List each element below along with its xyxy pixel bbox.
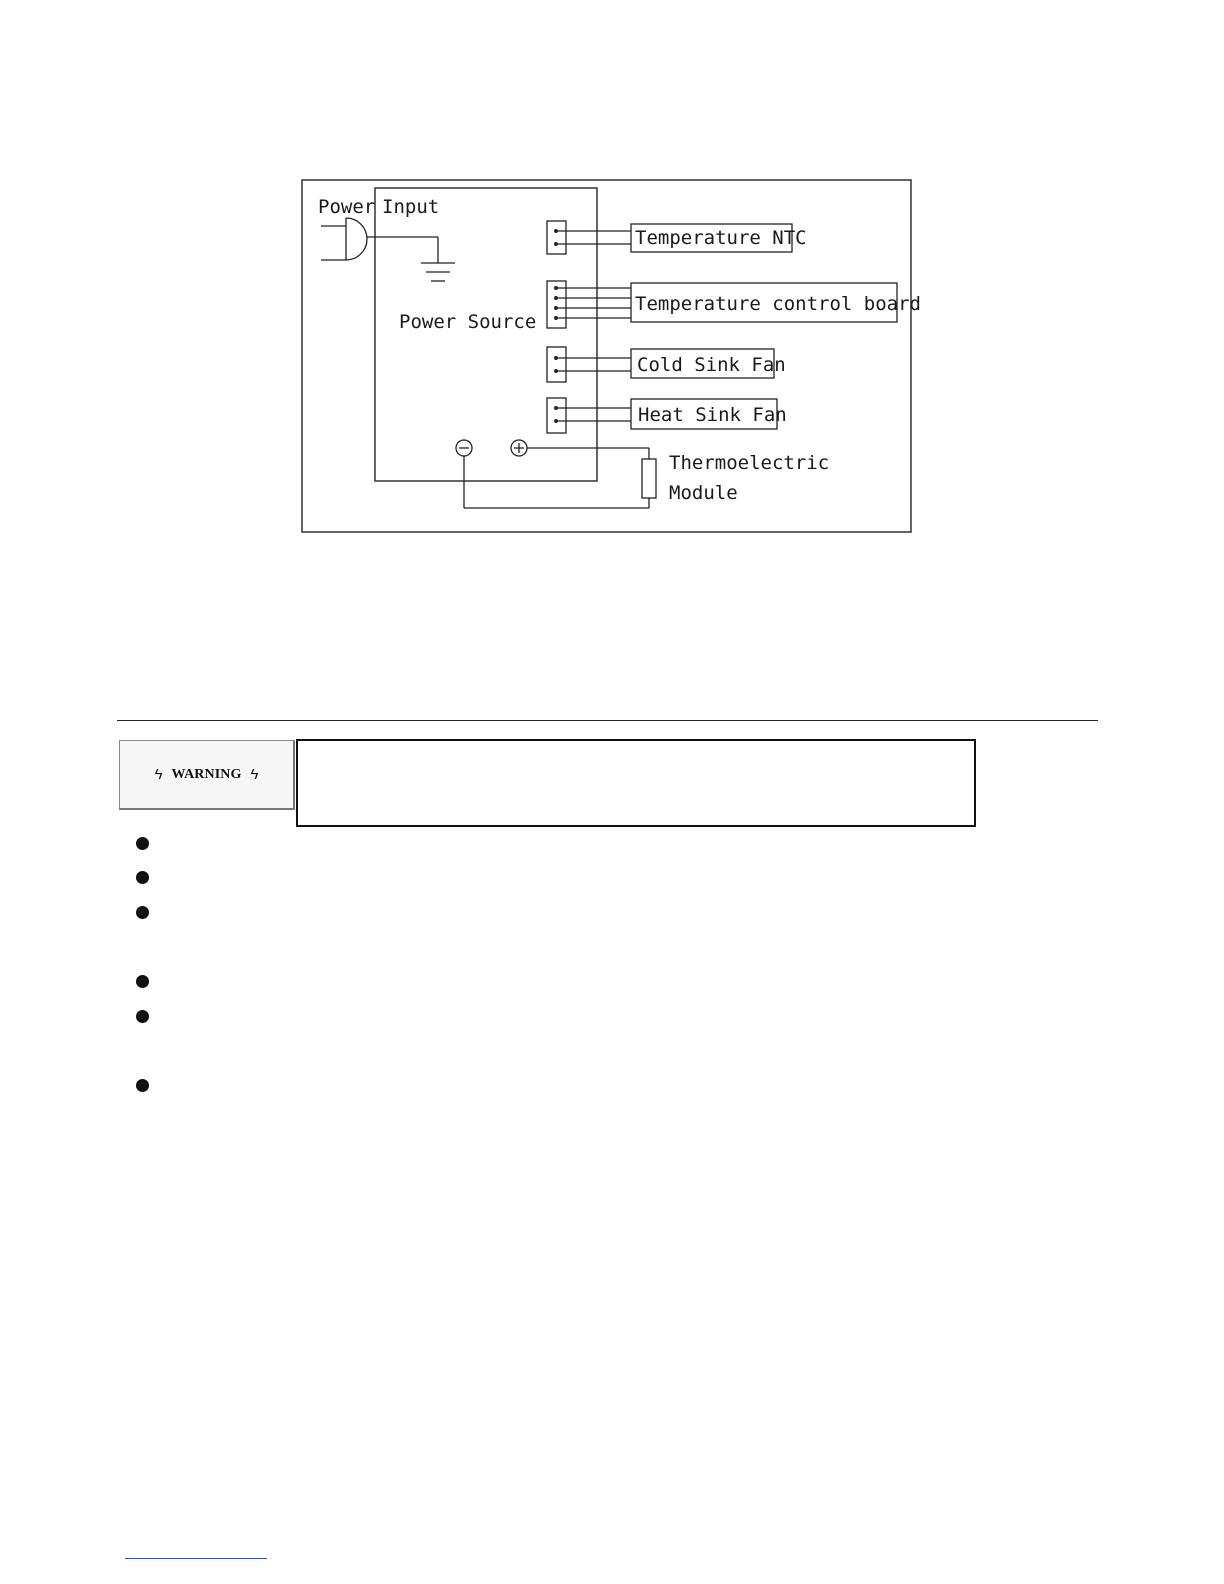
footnote-separator (125, 1558, 267, 1559)
temperature-ntc-label: Temperature NTC (635, 227, 807, 249)
module-label: Module (669, 482, 738, 504)
input-label: Input (382, 196, 440, 218)
heat-sink-fan-label: Heat Sink Fan (638, 404, 787, 426)
warning-label: WARNING (171, 766, 242, 782)
thermoelectric-label: Thermoelectric (669, 452, 830, 474)
ground-icon (421, 237, 455, 281)
power-plug-icon (321, 218, 438, 260)
power-source-label: Power Source (399, 311, 537, 333)
diagram-frame (302, 180, 911, 532)
temperature-control-board-label: Temperature control board (635, 293, 921, 315)
power-source-box (375, 188, 597, 481)
lightning-bolt-icon: ϟ (250, 766, 259, 783)
power-label: Power (318, 196, 376, 218)
warning-message-box (296, 739, 976, 827)
cold-sink-fan-label: Cold Sink Fan (637, 354, 786, 376)
lightning-bolt-icon: ϟ (154, 766, 163, 783)
warning-tab (119, 740, 295, 810)
section-divider (117, 720, 1098, 721)
thermoelectric-module-icon (642, 459, 656, 498)
thermoelectric-wiring (456, 440, 656, 508)
